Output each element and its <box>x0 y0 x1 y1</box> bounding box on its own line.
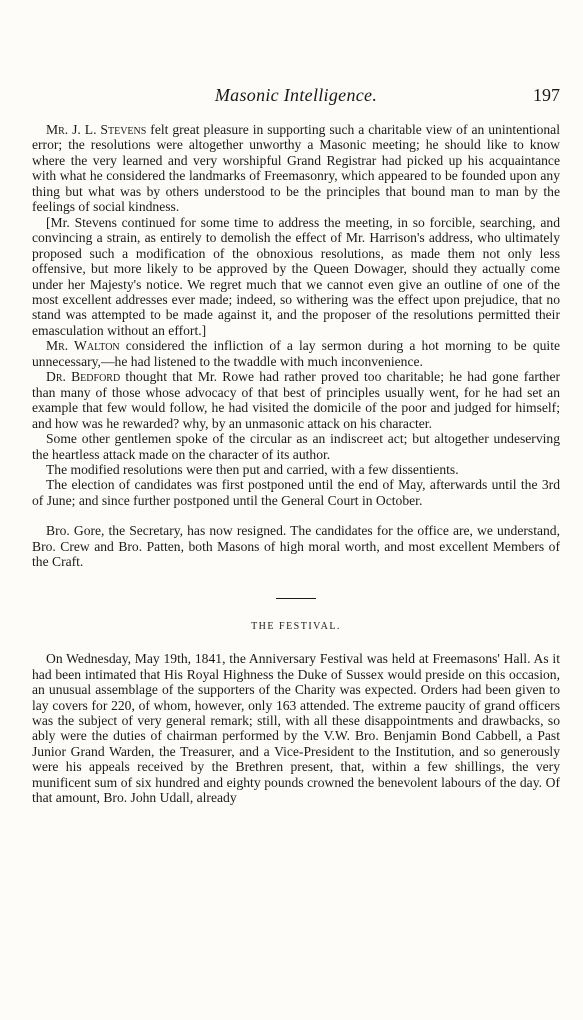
paragraph-other-gentlemen <box>32 431 560 462</box>
page-number: 197 <box>533 85 560 105</box>
paragraph-secretary: Bro. Gore, the Secretary, has now resigned. The candidates for the office are, we understand, Bro. Crew and Bro. Patten, both Masons of high moral worth, and most excellent Members of the Craft. <box>32 523 560 570</box>
paragraph-text: The modified resolutions were then put and carried, with a few dissentients. <box>46 461 459 477</box>
speaker-name: Mr. J. L. Stevens <box>46 122 147 137</box>
speaker-name: Mr. Walton <box>46 338 120 354</box>
section-title: THE FESTIVAL. <box>251 620 341 632</box>
speaker-name: Dr. Bedford <box>46 369 121 385</box>
paragraph-text: felt great pleasure in supporting such a charitable view of an unintentional error; the resolutions were altogether unworthy a Masonic meeting; he should like to know where the very learned and very worshipful Grand Registrar had picked up his acquaintance with what he considered the landmarks of Freemasonry, which appeared to be founded upon any thing but what was by others understood to be the principles that bound man to man by the feelings of social kindness. <box>32 122 560 215</box>
paragraph-bedford <box>32 369 560 431</box>
paragraph-text: The election of candidates was first postponed until the end of May, afterwards until the 3rd of June; and since further postponed until the General Court in October. <box>32 477 560 508</box>
page-header <box>32 85 560 109</box>
paragraph-stevens <box>32 122 560 215</box>
paragraph-modified-resolutions <box>32 462 560 477</box>
paragraph-walton <box>32 338 560 369</box>
paragraph-election <box>32 477 560 508</box>
paragraph-text: considered the infliction of a lay sermon during a hot morning to be quite unnecessary,—he had listened to the twaddle with much inconvenience. <box>32 338 561 369</box>
section-divider <box>276 598 316 599</box>
paragraph-text: thought that Mr. Rowe had rather proved too charitable; he had gone farther than many of those whose advocacy of that best of principles usually went, for he had set an example that few would follow, he had visited the domicile of the poor and judged for himself; and how was he rewarded? why, by an unmasonic attack on his character. <box>32 369 561 431</box>
paragraph-bracketed-note <box>32 215 560 339</box>
paragraph-text: Some other gentlemen spoke of the circular as an indiscreet act; but altogether undeserving the heartless attack made on the character of its author. <box>32 431 560 462</box>
paragraph-text: [Mr. Stevens continued for some time to address the meeting, in so forcible, searching, and convincing a strain, as entirely to demolish the effect of Mr. Harrison's address, who ultimately proposed such a modification of the obnoxious resolutions, as made them not only less offensive, but more likely to be approved by the Queen Dowager, should they actually come under her Majesty's notice. We regret much that we cannot even give an outline of one of the most excellent addresses ever made; indeed, so withering was the effect upon prejudice, that no stand was attempted to be made against it, and the proposer of the resolutions permitted their emasculation without an effort.] <box>32 214 560 338</box>
running-title: Masonic Intelligence. <box>214 85 378 105</box>
paragraph-festival: On Wednesday, May 19th, 1841, the Anniversary Festival was held at Freemasons' Hall. As it had been intimated that His Royal Highness the Duke of Sussex would preside on this occasion, an unusual assemblage of the supporters of the Charity was expected. Orders had been given to lay covers for 220, of whom, however, only 163 attended. The extreme paucity of grand officers was the subject of very general remark; still, with all these disappointments and drawbacks, so ably were the duties of chairman performed by the V.W. Bro. Benjamin Bond Cabbell, a Past Junior Grand Warden, the Treasurer, and a Vice-President to the Institution, and so generously were his appeals received by the Brethren present, that, within a few shillings, the very munificent sum of six hundred and eighty pounds crowned the benevolent labours of the day. Of that amount, Bro. John Udall, already <box>32 651 560 806</box>
paragraph-gap <box>32 508 560 523</box>
article-body <box>32 122 560 806</box>
